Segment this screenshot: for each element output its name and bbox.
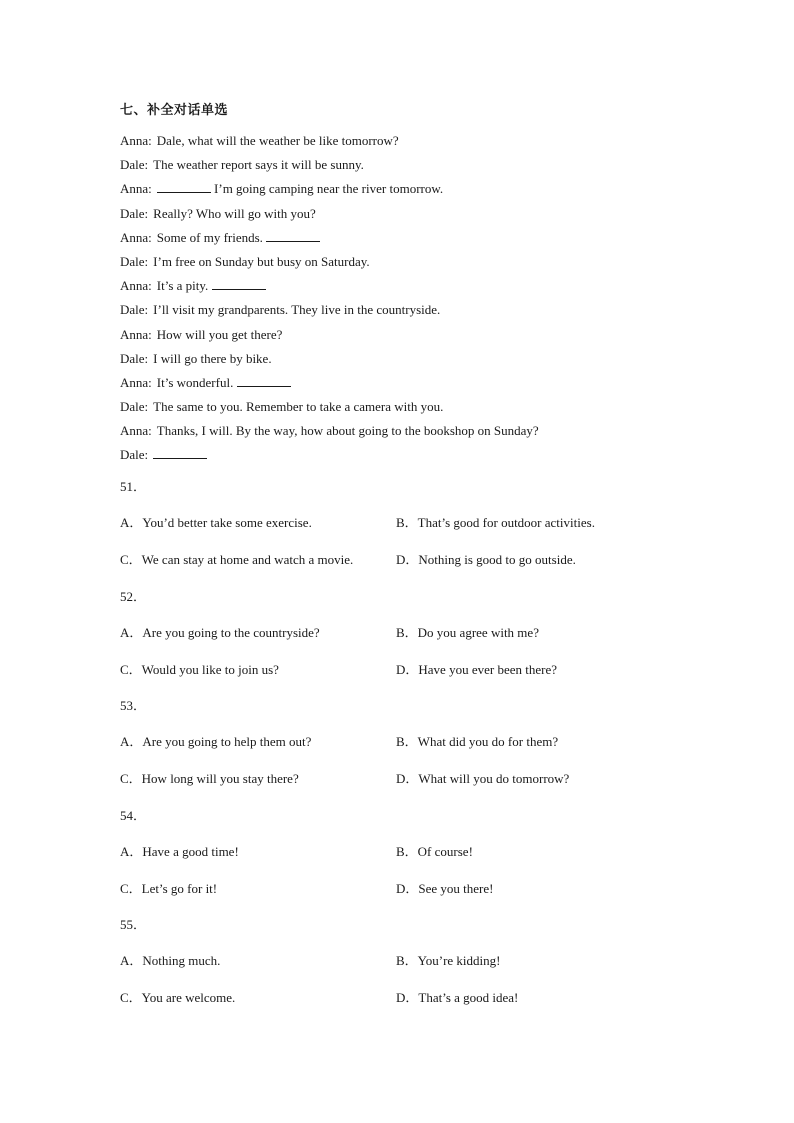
dialogue-line [120, 421, 720, 445]
speaker-label: Anna: [120, 278, 152, 294]
option-text: That’s good for outdoor activities. [417, 515, 595, 530]
dialogue-text: Thanks, I will. By the way, how about going to the bookshop on Sunday? [156, 423, 539, 439]
question-number: 51． [120, 479, 147, 494]
answer-option[interactable] [120, 878, 217, 897]
answer-option[interactable] [120, 512, 312, 531]
answer-option[interactable] [396, 731, 558, 750]
dialogue-text: Some of my friends. [156, 229, 263, 245]
dialogue-text: The same to you. Remember to take a camera with you. [153, 399, 444, 415]
speaker-label: Anna: [120, 229, 152, 245]
option-letter: D． [396, 552, 419, 567]
dialogue-line [120, 204, 720, 228]
option-text: You’d better take some exercise. [142, 515, 312, 530]
option-letter: B． [396, 844, 418, 859]
dialogue-line [120, 397, 720, 421]
option-text: Nothing is good to go outside. [418, 552, 576, 567]
dialogue-text: I’m going camping near the river tomorrow. [214, 181, 444, 197]
option-text: You are welcome. [141, 990, 236, 1005]
option-letter: A． [120, 515, 143, 530]
answer-option[interactable] [396, 987, 518, 1006]
dialogue-line [120, 349, 720, 373]
speaker-label: Anna: [120, 133, 152, 148]
option-text: What did you do for them? [417, 734, 559, 749]
option-text: Have a good time! [142, 844, 239, 859]
option-letter: C． [120, 552, 142, 567]
answer-option[interactable] [120, 841, 239, 860]
option-text: Would you like to join us? [141, 662, 279, 677]
answer-option[interactable] [396, 549, 576, 568]
option-letter: A． [120, 844, 143, 859]
answer-option[interactable] [120, 549, 353, 568]
option-text: How long will you stay there? [141, 771, 299, 786]
option-letter: D． [396, 990, 419, 1005]
speaker-label: Dale: [120, 157, 149, 173]
dialogue-text: Dale, what will the weather be like tomorrow? [156, 133, 399, 148]
option-text: Nothing much. [142, 953, 221, 968]
option-text: Do you agree with me? [417, 625, 539, 640]
option-letter: C． [120, 771, 142, 786]
answer-option[interactable] [396, 878, 493, 897]
dialogue-line [120, 131, 720, 155]
option-text: Are you going to the countryside? [142, 625, 320, 640]
option-text: Have you ever been there? [418, 662, 557, 677]
speaker-label: Dale: [120, 350, 149, 366]
answer-option[interactable] [396, 950, 501, 969]
answer-option[interactable] [396, 768, 569, 787]
option-letter: A． [120, 734, 143, 749]
option-letter: B． [396, 515, 418, 530]
option-text: That’s a good idea! [418, 990, 519, 1005]
dialogue-line [120, 155, 720, 179]
question-number: 52． [120, 589, 147, 604]
dialogue-line [120, 276, 720, 300]
option-text: Are you going to help them out? [142, 734, 312, 749]
option-letter: A． [120, 953, 143, 968]
option-text: You’re kidding! [417, 953, 501, 968]
dialogue-text: Really? Who will go with you? [153, 205, 316, 221]
speaker-label: Dale: [120, 205, 149, 221]
option-text: What will you do tomorrow? [418, 771, 570, 786]
speaker-label: Dale: [120, 253, 149, 269]
dialogue-text: It’s wonderful. [156, 374, 234, 390]
dialogue [120, 131, 720, 470]
option-text: Of course! [417, 844, 473, 859]
answer-option[interactable] [396, 512, 595, 531]
option-text: Let’s go for it! [141, 881, 218, 896]
answer-blank[interactable] [266, 228, 320, 242]
speaker-label: Anna: [120, 423, 152, 439]
speaker-label: Dale: [120, 447, 149, 463]
answer-option[interactable] [120, 731, 311, 750]
answer-blank[interactable] [212, 276, 266, 290]
speaker-label: Anna: [120, 181, 152, 197]
option-letter: C． [120, 662, 142, 677]
dialogue-text: I will go there by bike. [153, 350, 272, 366]
answer-option[interactable] [120, 987, 235, 1006]
dialogue-line [120, 252, 720, 276]
dialogue-text: It’s a pity. [156, 278, 209, 294]
option-letter: B． [396, 734, 418, 749]
option-letter: A． [120, 625, 143, 640]
dialogue-line [120, 300, 720, 324]
option-letter: B． [396, 953, 418, 968]
question-number: 55． [120, 917, 147, 932]
answer-option[interactable] [120, 659, 279, 678]
question-number: 54． [120, 808, 147, 823]
dialogue-line [120, 373, 720, 397]
answer-blank[interactable] [157, 179, 211, 193]
speaker-label: Anna: [120, 326, 152, 342]
dialogue-line [120, 179, 720, 203]
option-letter: B． [396, 625, 418, 640]
option-letter: D． [396, 881, 419, 896]
dialogue-line [120, 445, 720, 469]
dialogue-line [120, 228, 720, 252]
answer-option[interactable] [396, 659, 557, 678]
answer-blank[interactable] [153, 445, 207, 459]
dialogue-text: The weather report says it will be sunny. [153, 157, 364, 173]
option-letter: D． [396, 771, 419, 786]
dialogue-text: How will you get there? [156, 326, 283, 342]
option-text: We can stay at home and watch a movie. [141, 552, 354, 567]
answer-option[interactable] [396, 622, 539, 641]
option-letter: C． [120, 990, 142, 1005]
dialogue-text: I’m free on Sunday but busy on Saturday. [153, 253, 370, 269]
answer-option[interactable] [120, 950, 220, 969]
option-letter: D． [396, 662, 419, 677]
answer-blank[interactable] [237, 373, 291, 387]
dialogue-line [120, 325, 720, 349]
speaker-label: Dale: [120, 302, 149, 318]
option-letter: C． [120, 881, 142, 896]
option-text: See you there! [418, 881, 494, 896]
dialogue-text: I’ll visit my grandparents. They live in the countryside. [153, 302, 441, 318]
question-number: 53． [120, 698, 147, 713]
speaker-label: Anna: [120, 374, 152, 390]
speaker-label: Dale: [120, 399, 149, 415]
section-title: 七、补全对话单选 [120, 103, 229, 118]
answer-option[interactable] [396, 841, 473, 860]
answer-option[interactable] [120, 622, 320, 641]
answer-option[interactable] [120, 768, 299, 787]
